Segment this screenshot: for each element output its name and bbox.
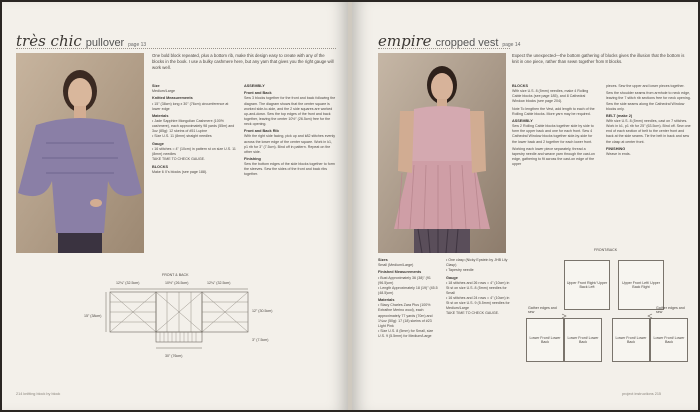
dim-left: 12¾" (32.5cm) <box>116 281 140 285</box>
right-script-title: empire <box>378 32 432 50</box>
vest-assembly-label: ASSEMBLY <box>512 119 533 124</box>
vest-finishing-text: Weave in ends. <box>606 152 631 157</box>
lower-box-2: Lower Front/ Lower Back <box>564 318 602 362</box>
right-page <box>352 2 698 410</box>
blocks-text: Make 6 X's blocks (see page 188). <box>152 169 208 174</box>
gauge-note: TAKE TIME TO CHECK GAUGE. <box>152 157 206 162</box>
schematic-title: FRONT & BACK <box>162 273 189 277</box>
left-col2 <box>244 84 336 180</box>
pullover-schematic-drawing <box>102 286 252 356</box>
materials-label: Materials <box>152 114 169 119</box>
dim-mid: 10½" (26.5cm) <box>165 281 189 285</box>
vest-specs-col1: Sizes Small (Medium/Large) Finished Measurements • Bust Approximately 36 (38)" (91 (96.5)cm) • Length Approximately 18 (19)" (45.5 (48.5)cm) Materials • Stacy Charles Zara Plus (100% Extrafine Merino wool), each approximately 77 yards (70m) and 1¾oz (50g): 17 (18) skeins of #23 Light Pink • Size U.S. 8 (5mm) for Small, size U.S. 9 (5.5mm) for Medium/Large <box>378 258 438 338</box>
right-col1 <box>512 84 598 170</box>
assembly-label: ASSEMBLY <box>244 84 265 88</box>
vest-gauge-item: 16 stitches and 24 rows = 4" (10cm) in St st on size U.S. 9 (5.5mm) needles for Medium/Large <box>446 295 510 311</box>
left-header-rule <box>16 48 336 49</box>
sizes-value: Small (Medium/Large) <box>378 263 414 268</box>
belt-text: With size U.S. 8 (5mm) needles, cast on 7 stitches. Work in k1, p1 rib for 25" (63.5cm). Bind off. Sew one end of each section of belt to the center front and back at the side seams. Tie the belt in back and sew the clasp at center front. <box>606 119 691 144</box>
dim-right: 12¾" (32.5cm) <box>207 281 231 285</box>
rib-label: Front and Back Rib <box>244 129 279 134</box>
vest-materials-item: Stacy Charles Zara Plus (100% Extrafine Merino wool), each approximately 77 yards (70m) and 1¾oz (50g): 17 (18) skeins of #23 Light Pink <box>378 303 433 328</box>
gather-left-label: Gather edges and sew <box>528 306 557 315</box>
vest-materials-label: Materials <box>378 298 395 303</box>
vest-shoulder-text: Sew the shoulder seams from armhole to neck edge, leaving the 7 stitch rib sections free for neck opening. Sew the side seams along the Cathedral Window blocks only. <box>606 91 691 111</box>
gauge-label: Gauge <box>152 141 164 146</box>
vest-assembly-text: Sew 2 Rolling Cable blocks together side by side to form the upper back and one for each front. Sew 4 Cathedral Window blocks together side-by-side for the lower back and 2 together for each lower front. <box>512 124 594 144</box>
finished-item: Length Approximately 18 (19)" (45.5 (48.5)cm) <box>378 285 438 295</box>
front-back-label: Front and Back <box>244 91 272 96</box>
sizes-label: Sizes <box>378 258 388 262</box>
vest-gauge-item: 18 stitches and 26 rows = 4" (10cm) in St st on size U.S. 8 (5mm) needles for Small <box>446 280 510 295</box>
vest-finishing-label: FINISHING <box>606 146 626 151</box>
vest-blocks-text: With size U.S. 8 (5mm) needles, make 4 Rolling Cable blocks (see page 185), and 8 Cathedral Window blocks (see page 204). <box>512 89 589 104</box>
left-intro: One bold block repeated, plus a bottom rib, make this design easy to create with any of the blocks in the book. I use a bulky cashmere here, but any yarn that gives you the right gauge will work well. <box>152 53 334 71</box>
right-page-ref: page 14 <box>502 42 521 48</box>
front-back-text: Sew 3 blocks together for the front and back following the diagram. The diagram shows that the center square is worked side-to-side, and the 2 side squares are worked up-and-down. Sew the top edges of the front and back together, leaving the center 10½" (26.5cm) free for the neck opening. <box>244 96 336 126</box>
left-col1: Size Medium/Large Knitted Measurements • 15" (38cm) long x 30" (76cm) circumference at lower edge Materials • Jade Sapphire Mongolian Cashmere (100% cashmere), each approximately 98 yards (55m) and 3oz (85g): 12 skeins of #51 Lupine • Size U.S. 11 (8mm) straight needles Gauge • 16 stitches = 4" (10cm) in pattern st on size U.S. 11 (8mm) needles TAKE TIME TO CHECK GAUGE. BLOCKS Make 6 X's blocks (see page 188). <box>152 84 236 174</box>
right-footer: project instructions 215 <box>622 392 662 396</box>
dim-side: 12" (30.5cm) <box>252 309 273 313</box>
knitted-item: 15" (38cm) long x 30" (76cm) circumference at lower edge <box>152 101 229 111</box>
pullover-model-image <box>16 53 144 253</box>
size-label: Size <box>152 84 160 88</box>
dim-height: 15" (38cm) <box>84 314 102 318</box>
book-spread <box>2 2 698 410</box>
right-intro: Expect the unexpected—the bottom gathering of blocks gives the illusion that the bottom is knit in one piece, rather than sewn together from 8 blocks. <box>512 53 685 65</box>
notions-item: Tapestry needle <box>448 268 474 273</box>
finishing-text: Sew the bottom edges of the side blocks together to form the sleeves. Sew the sides of the front and back ribs together. <box>244 162 335 177</box>
vest-materials-item: Size U.S. 8 (5mm) for Small, size U.S. 9 (5.5mm) for Medium/Large <box>378 328 434 338</box>
finished-label: Finished Measurements <box>378 270 422 275</box>
vest-note: Note To lengthen the Vest, add length to each of the Rolling Cable blocks. More yarn may be required. <box>512 106 595 116</box>
right-pattern-name: cropped vest <box>435 37 499 49</box>
vest-assembly-text2: Working each lower piece separately, thread a tapestry needle and weave yarn through the cast-on edge, gathering to fit across the cast-on edge of the upper <box>512 146 595 167</box>
vest-schematic-title: FRONT/BACK <box>594 248 618 252</box>
dim-rib: 3" (7.5cm) <box>252 338 269 342</box>
right-header-rule <box>378 48 510 49</box>
left-page-ref: page 13 <box>128 42 147 48</box>
materials-item: Size U.S. 11 (8mm) straight needles <box>154 134 212 139</box>
pullover-photo <box>16 53 144 253</box>
belt-label: BELT (make 2) <box>606 114 633 119</box>
knitted-label: Knitted Measurements <box>152 96 193 101</box>
finishing-label: Finishing <box>244 157 261 162</box>
upper-front-left-box: Upper Front Left/ Upper Back Right <box>618 260 664 310</box>
gather-arrows <box>522 302 692 320</box>
vest-model-image <box>378 53 506 253</box>
vest-photo <box>378 53 506 253</box>
vest-cont-text: pieces. Sew the upper and lower pieces together. <box>606 84 685 88</box>
gauge-item: 16 stitches = 4" (10cm) in pattern st on size U.S. 11 (8mm) needles <box>152 146 236 157</box>
rib-text: With the right side facing, pick up and k82 stitches evenly across the lower edge of the center square. Work in k1, p1 rib for 3" (7.5cm). Bind off in pattern. Repeat on the other side. <box>244 134 336 154</box>
gather-right-label: Gather edges and sew <box>656 306 685 315</box>
notions-item: One clasp (Nicky Epstein by JHB Lily Clasp) <box>446 258 508 268</box>
upper-front-right-box: Upper Front Right/ Upper Back Left <box>564 260 610 310</box>
dim-bottom: 30" (76cm) <box>165 354 183 358</box>
lower-box-3: Lower Front/ Lower Back <box>612 318 650 362</box>
left-footer: 214 knitting block by block <box>16 392 61 396</box>
size-value: Medium/Large <box>152 89 175 94</box>
finished-item: Bust Approximately 36 (38)" (91 (96.5)cm) <box>378 275 431 285</box>
vest-gauge-note: TAKE TIME TO CHECK GAUGE. <box>446 311 500 316</box>
blocks-label: BLOCKS <box>152 164 169 169</box>
vest-blocks-label: BLOCKS <box>512 84 529 88</box>
right-col2 <box>606 84 692 159</box>
vest-specs-col2: • One clasp (Nicky Epstein by JHB Lily Clasp) • Tapestry needle Gauge • 18 stitches and 26 rows = 4" (10cm) in St st on size U.S. 8 (5mm) needles for Small • 16 stitches and 24 rows = 4" (10cm) in St st on size U.S. 9 (5.5mm) needles for Medium/Large TAKE TIME TO CHECK GAUGE. <box>446 258 510 316</box>
materials-item: Jade Sapphire Mongolian Cashmere (100% cashmere), each approximately 98 yards (55m) and 3oz (85g): 12 skeins of #51 Lupine <box>152 119 235 134</box>
left-pattern-name: pullover <box>85 37 125 49</box>
vest-gauge-label: Gauge <box>446 275 458 280</box>
left-page <box>2 2 348 410</box>
lower-box-1: Lower Front/ Lower Back <box>526 318 564 362</box>
lower-box-4: Lower Front/ Lower Back <box>650 318 688 362</box>
left-script-title: très chic <box>16 32 82 50</box>
